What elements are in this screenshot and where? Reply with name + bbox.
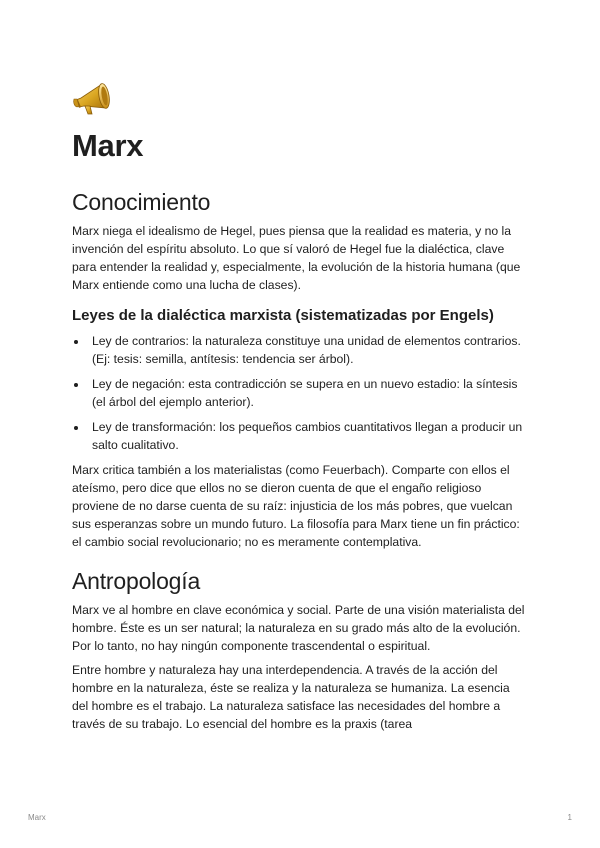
- paragraph-antropologia-2: Entre hombre y naturaleza hay una interdependencia. A través de la acción del hombre en la naturaleza, éste se realiza y la naturaleza se humaniza. La esencia del hombre es el trabajo. La naturaleza satisface las necesidades del hombre a través de su trabajo. Lo esencial del hombre es la praxis (tarea: [72, 663, 510, 731]
- laws-list: [72, 332, 528, 454]
- footer-title: Marx: [28, 813, 46, 822]
- megaphone-icon: [72, 78, 118, 118]
- page-title: Marx: [72, 128, 144, 163]
- section-heading-conocimiento: Conocimiento: [72, 189, 211, 215]
- paragraph-conocimiento-closing: Marx critica también a los materialistas (como Feuerbach). Comparte con ellos el ateísmo, pero dice que ellos no se dieron cuenta de que el engaño religioso proviene de no darse cuenta de su raíz: injusticia de los más pobres, que vuelcan sus esperanzas sobre un mundo futuro. La filosofía para Marx tiene un fin práctico: el cambio social revolucionario; no es meramente contemplativa.: [72, 463, 520, 549]
- section-heading-antropologia: Antropología: [72, 568, 201, 594]
- paragraph-conocimiento-intro: Marx niega el idealismo de Hegel, pues piensa que la realidad es materia, y no la invención del espíritu absoluto. Lo que sí valoró de Hegel fue la dialéctica, clave para entender la realidad y, especialmente, la evolución de la historia humana (que Marx entiende como una lucha de clases).: [72, 224, 521, 292]
- list-item: • Ley de negación: esta contradicción se supera en un nuevo estadio: la síntesis (el árbol del ejemplo anterior).: [88, 375, 528, 411]
- paragraph-antropologia-1: Marx ve al hombre en clave económica y social. Parte de una visión materialista del hombre. Éste es un ser natural; la naturaleza en su grado más alto de la evolución. Por lo tanto, no hay ningún componente trascendental o espiritual.: [72, 603, 525, 653]
- list-item: • Ley de transformación: los pequeños cambios cuantitativos llegan a producir un salto cualitativo.: [88, 418, 528, 454]
- page-number: 1: [567, 813, 572, 822]
- document-page: [72, 78, 528, 739]
- list-item: • Ley de contrarios: la naturaleza constituye una unidad de elementos contrarios. (Ej: tesis: semilla, antítesis: tendencia ser árbol).: [88, 332, 528, 368]
- subheading-leyes-dialectica: Leyes de la dialéctica marxista (sistematizadas por Engels): [72, 307, 494, 324]
